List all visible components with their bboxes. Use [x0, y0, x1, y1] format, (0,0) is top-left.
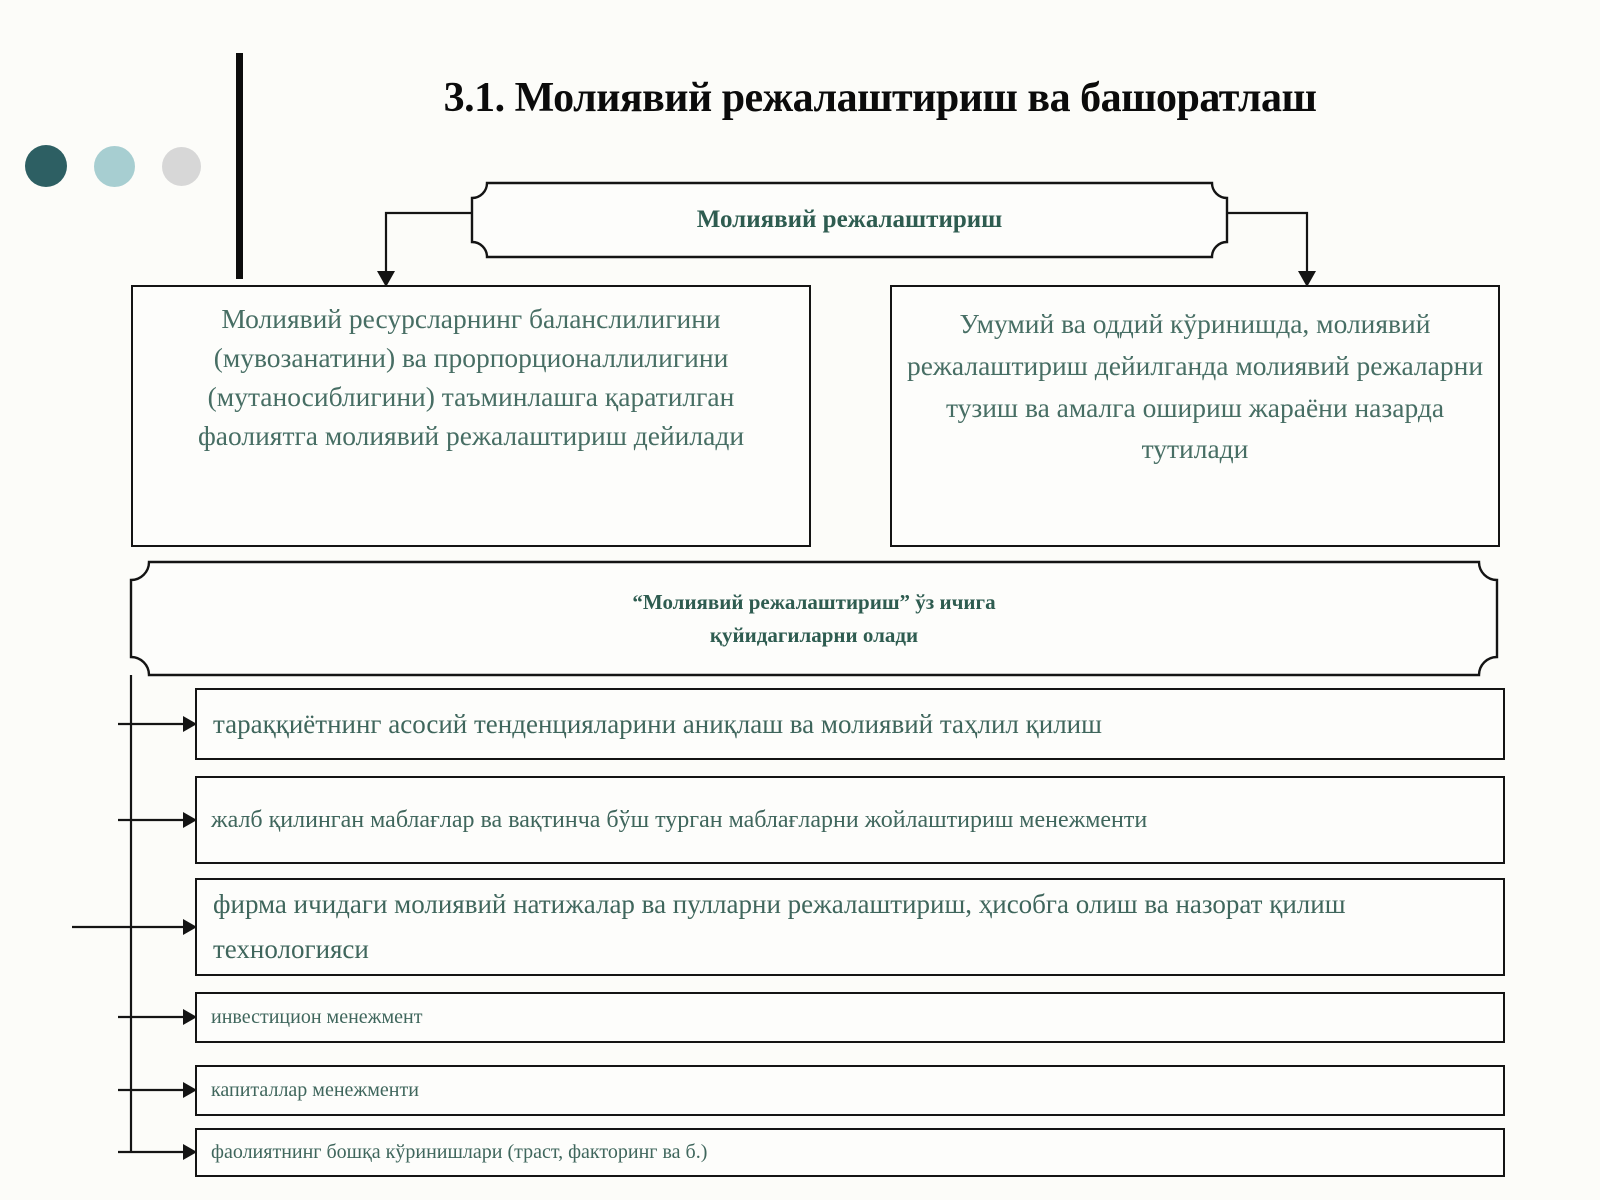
list-item-label: фирма ичидаги молиявий натижалар ва пулларни режалаштириш, ҳисобга олиш ва назорат қилиш технологияси — [213, 889, 1346, 964]
list-item-funds-placement — [195, 776, 1505, 864]
list-item-label: фаолиятнинг бошқа кўринишлари (траст, факторинг ва б.) — [211, 1141, 708, 1163]
list-item-other-activities — [195, 1128, 1505, 1177]
list-item-label: тараққиётнинг асосий тенденцияларини аниқлаш ва молиявий таҳлил қилиш — [213, 708, 1102, 739]
root-node-label: Молиявий режалаштириш — [696, 206, 1003, 233]
list-item-label: жалб қилинган маблағлар ва вақтинча бўш турган маблағларни жойлаштириш менежменти — [211, 806, 1148, 833]
list-item-label: инвестицион менежмент — [211, 1006, 423, 1028]
definition-box-left: Молиявий ресурсларнинг баланслилигини (мувозанатини) ва прорпорционаллилигини (мутаносиблигини) таъминлашга қаратилган фаолиятга молиявий режалаштириш дейилади — [131, 285, 811, 547]
includes-node-label-line1: “Молиявий режалаштириш” ўз ичига — [632, 589, 996, 614]
list-item-label: капиталлар менежменти — [211, 1079, 419, 1101]
list-item-capital-management — [195, 1065, 1505, 1116]
connector-root-to-left-definition — [386, 213, 472, 271]
list-item-investment-management — [195, 992, 1505, 1043]
definition-box-right: Умумий ва оддий кўринишда, молиявий режалаштириш дейилганда молиявий режаларни тузиш ва амалга ошириш жараёни назарда тутилади — [890, 285, 1500, 547]
list-item-intrafirm-technology — [195, 878, 1505, 976]
includes-node-label-line2: қуйидагиларни олади — [709, 622, 919, 647]
slide-title: 3.1. Молиявий режалаштириш ва башоратлаш — [443, 75, 1317, 121]
includes-node-label — [131, 562, 1497, 675]
list-item-trend-analysis — [195, 688, 1505, 760]
connector-root-to-right-definition — [1227, 213, 1307, 271]
